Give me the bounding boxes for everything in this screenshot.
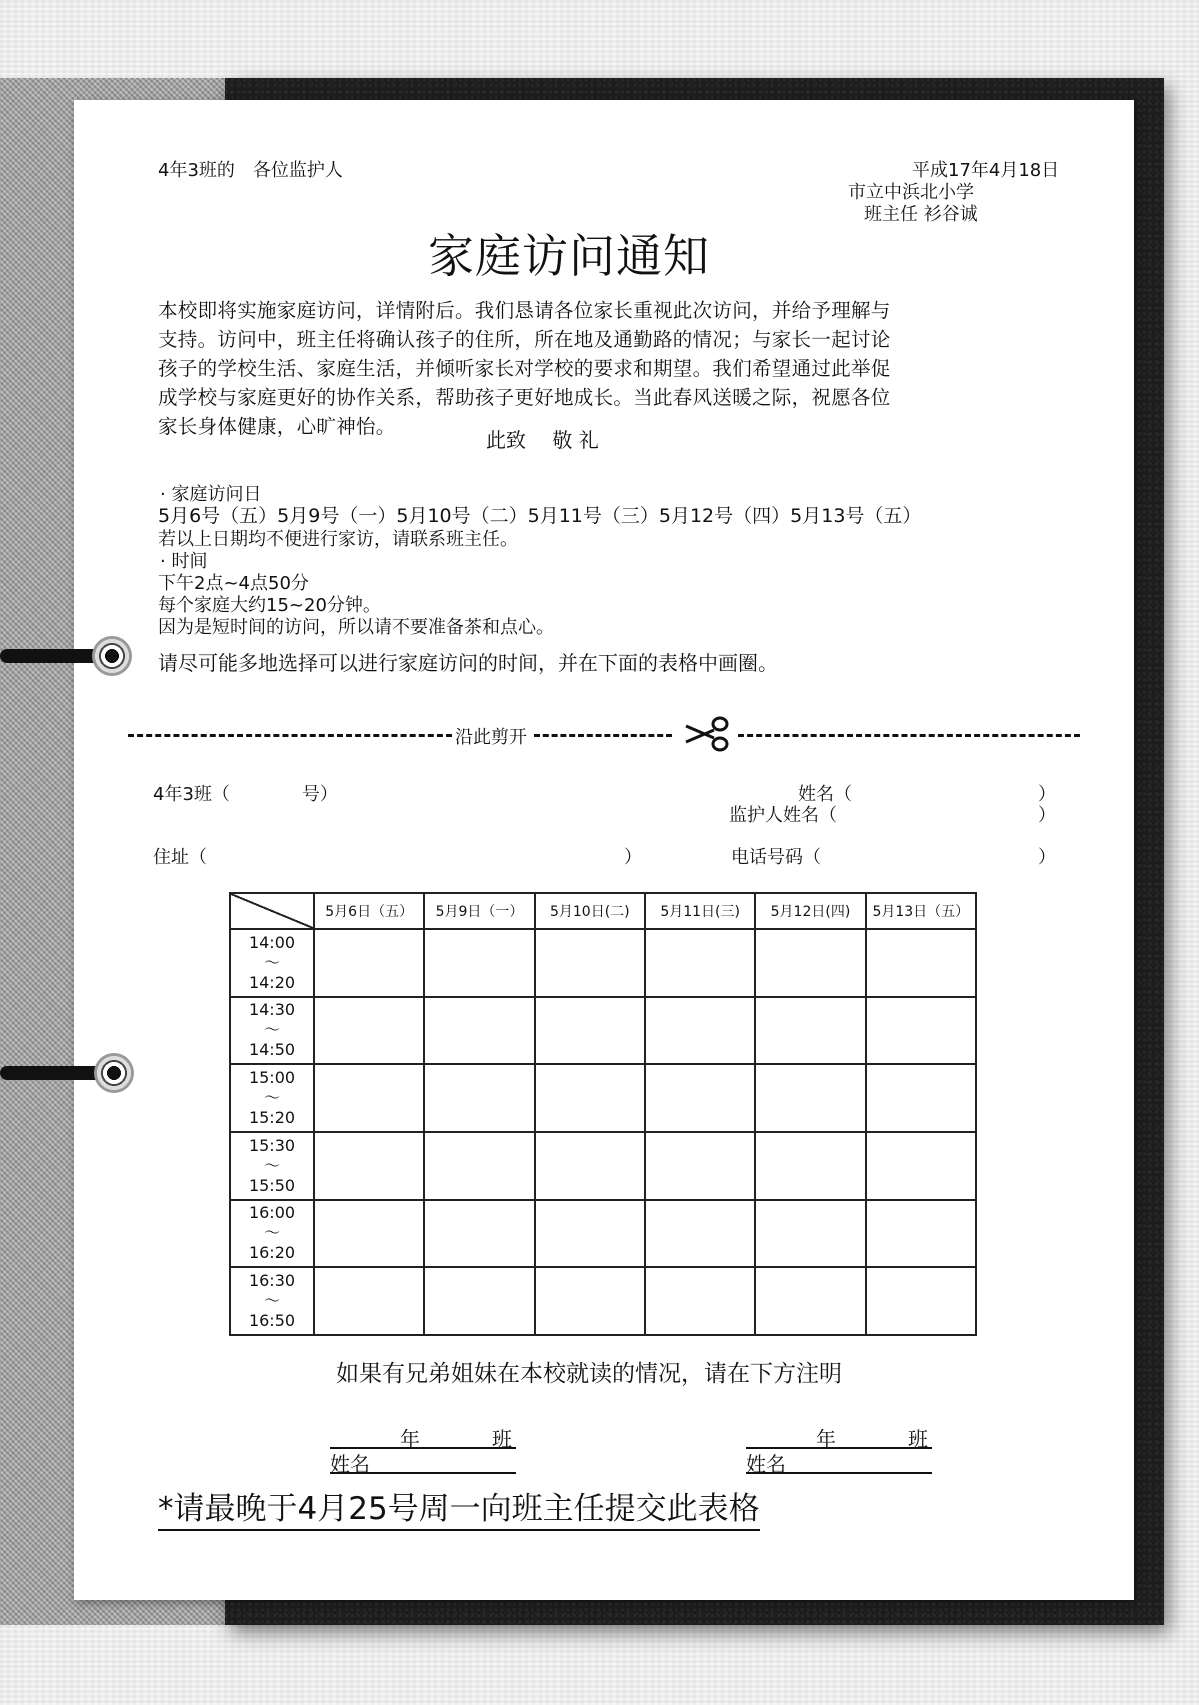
day-header: 5月12日(四) <box>755 893 865 929</box>
student-name-field[interactable]: 姓名（ <box>798 784 852 805</box>
name-label: 姓名 <box>330 1452 370 1476</box>
visit-days: 5月6号（五）5月9号（一）5月10号（二）5月11号（三）5月12号（四）5月13号（五） <box>158 505 922 527</box>
schedule-header-row <box>230 893 976 929</box>
availability-cell[interactable] <box>866 1132 976 1200</box>
closing-salutation: 此致 敬 礼 <box>486 428 599 452</box>
cut-line-right <box>738 734 1080 737</box>
availability-cell[interactable] <box>314 997 424 1065</box>
time-slot-row <box>230 1200 976 1268</box>
sibling2-name-field[interactable] <box>746 1450 932 1474</box>
availability-cell[interactable] <box>424 1132 534 1200</box>
time-text: 16:00 <box>248 1203 296 1223</box>
availability-cell[interactable] <box>645 1064 755 1132</box>
time-text: 16:30 <box>248 1271 296 1291</box>
deadline-notice: *请最晚于4月25号周一向班主任提交此表格 <box>158 1483 760 1531</box>
time-slot-label <box>230 1267 314 1335</box>
availability-cell[interactable] <box>645 1200 755 1268</box>
time-heading: · 时间 <box>160 551 208 572</box>
time-text: 14:00 <box>248 932 296 952</box>
time-text: 14:50 <box>248 1040 296 1060</box>
body-line: 孩子的学校生活、家庭生活，并倾听家长对学校的要求和期望。我们希望通过此举促 <box>158 357 891 380</box>
tilde-separator: 〜 <box>263 952 280 972</box>
guardian-name-field[interactable]: 监护人姓名（ <box>729 805 837 826</box>
body-line: 支持。访问中，班主任将确认孩子的住所，所在地及通勤路的情况；与家长一起讨论 <box>158 328 891 351</box>
time-text: 14:20 <box>248 972 296 992</box>
binder-ring-icon <box>92 636 132 676</box>
availability-cell[interactable] <box>314 1132 424 1200</box>
time-text: 15:20 <box>248 1108 296 1128</box>
availability-cell[interactable] <box>535 1064 645 1132</box>
day-header: 5月13日（五） <box>866 893 976 929</box>
corner-cell <box>230 893 314 929</box>
availability-cell[interactable] <box>755 1064 865 1132</box>
binder-ring-icon <box>94 1053 134 1093</box>
page-title: 家庭访问通知 <box>428 229 710 283</box>
visit-day-heading: · 家庭访问日 <box>160 484 262 505</box>
availability-cell[interactable] <box>755 1267 865 1335</box>
notice-date: 平成17年4月18日 <box>912 160 1060 181</box>
tilde-separator: 〜 <box>263 1223 280 1243</box>
availability-cell[interactable] <box>424 997 534 1065</box>
availability-cell[interactable] <box>424 929 534 997</box>
cut-line-middle <box>534 734 672 737</box>
availability-cell[interactable] <box>424 1064 534 1132</box>
time-slot-label <box>230 1200 314 1268</box>
siblings-prompt: 如果有兄弟姐妹在本校就读的情况，请在下方注明 <box>336 1361 842 1387</box>
day-header: 5月11日(三) <box>645 893 755 929</box>
availability-cell[interactable] <box>424 1267 534 1335</box>
sibling1-name-field[interactable] <box>330 1450 516 1474</box>
time-slot-label <box>230 929 314 997</box>
grade-label: 年 <box>400 1427 420 1451</box>
time-text: 15:00 <box>248 1068 296 1088</box>
availability-cell[interactable] <box>866 1064 976 1132</box>
day-header: 5月6日（五） <box>314 893 424 929</box>
time-text: 15:30 <box>248 1135 296 1155</box>
notice-body <box>158 296 960 441</box>
time-slot-label <box>230 997 314 1065</box>
guardian-name-close: ） <box>1038 805 1056 826</box>
time-text: 14:30 <box>248 1000 296 1020</box>
availability-cell[interactable] <box>535 1200 645 1268</box>
time-slot-row <box>230 929 976 997</box>
time-slot-row <box>230 1132 976 1200</box>
time-slot-label <box>230 1132 314 1200</box>
tilde-separator: 〜 <box>263 1291 280 1311</box>
time-range: 下午2点~4点50分 <box>158 573 309 594</box>
time-slot-row <box>230 1267 976 1335</box>
sibling1-grade-class-field[interactable] <box>330 1425 516 1449</box>
availability-cell[interactable] <box>755 1132 865 1200</box>
tilde-separator: 〜 <box>263 1020 280 1040</box>
phone-field[interactable]: 电话号码（ <box>731 847 821 868</box>
cut-label: 沿此剪开 <box>455 727 527 748</box>
class-label: 班 <box>908 1427 928 1451</box>
availability-cell[interactable] <box>866 1200 976 1268</box>
schedule-table <box>229 892 977 1336</box>
availability-cell[interactable] <box>866 929 976 997</box>
day-header: 5月10日(二) <box>535 893 645 929</box>
instruction-text: 请尽可能多地选择可以进行家庭访问的时间，并在下面的表格中画圈。 <box>158 651 778 675</box>
availability-cell[interactable] <box>645 1132 755 1200</box>
tilde-separator: 〜 <box>263 1155 280 1175</box>
availability-cell[interactable] <box>535 997 645 1065</box>
availability-cell[interactable] <box>314 1064 424 1132</box>
visit-note: 若以上日期均不便进行家访，请联系班主任。 <box>158 529 518 550</box>
availability-cell[interactable] <box>866 997 976 1065</box>
time-slot-label <box>230 1064 314 1132</box>
availability-cell[interactable] <box>645 997 755 1065</box>
teacher-name: 班主任 衫谷诚 <box>864 204 978 225</box>
address-close: ） <box>624 847 642 868</box>
availability-cell[interactable] <box>424 1200 534 1268</box>
availability-cell[interactable] <box>866 1267 976 1335</box>
class-label: 班 <box>492 1427 512 1451</box>
availability-cell[interactable] <box>755 929 865 997</box>
availability-cell[interactable] <box>314 1267 424 1335</box>
body-line: 成学校与家庭更好的协作关系，帮助孩子更好地成长。当此春风送暖之际，祝愿各位 <box>158 386 891 409</box>
visit-duration: 每个家庭大约15~20分钟。 <box>158 595 381 616</box>
availability-cell[interactable] <box>755 1200 865 1268</box>
body-line: 家长身体健康，心旷神怡。 <box>158 415 396 438</box>
time-text: 15:50 <box>248 1175 296 1195</box>
address-field[interactable]: 住址（ <box>153 847 207 868</box>
sibling2-grade-class-field[interactable] <box>746 1425 932 1449</box>
availability-cell[interactable] <box>535 1267 645 1335</box>
availability-cell[interactable] <box>755 997 865 1065</box>
class-number-field[interactable]: 4年3班（ 号） <box>153 784 338 805</box>
phone-close: ） <box>1038 847 1056 868</box>
tilde-separator: 〜 <box>263 1088 280 1108</box>
availability-cell[interactable] <box>645 929 755 997</box>
grade-label: 年 <box>816 1427 836 1451</box>
body-line: 本校即将实施家庭访问，详情附后。我们恳请各位家长重视此次访问，并给予理解与 <box>158 299 891 322</box>
availability-cell[interactable] <box>535 929 645 997</box>
student-name-close: ） <box>1038 784 1056 805</box>
school-name: 市立中浜北小学 <box>848 182 974 203</box>
availability-cell[interactable] <box>314 929 424 997</box>
time-text: 16:50 <box>248 1311 296 1331</box>
time-slot-row <box>230 1064 976 1132</box>
name-label: 姓名 <box>746 1452 786 1476</box>
recipient: 4年3班的 各位监护人 <box>158 160 343 181</box>
day-header: 5月9日（一） <box>424 893 534 929</box>
cut-line-left <box>128 734 452 737</box>
time-slot-row <box>230 997 976 1065</box>
time-text: 16:20 <box>248 1243 296 1263</box>
availability-cell[interactable] <box>314 1200 424 1268</box>
availability-cell[interactable] <box>645 1267 755 1335</box>
scissors-icon <box>684 714 730 758</box>
no-tea-note: 因为是短时间的访问，所以请不要准备茶和点心。 <box>158 617 554 638</box>
availability-cell[interactable] <box>535 1132 645 1200</box>
